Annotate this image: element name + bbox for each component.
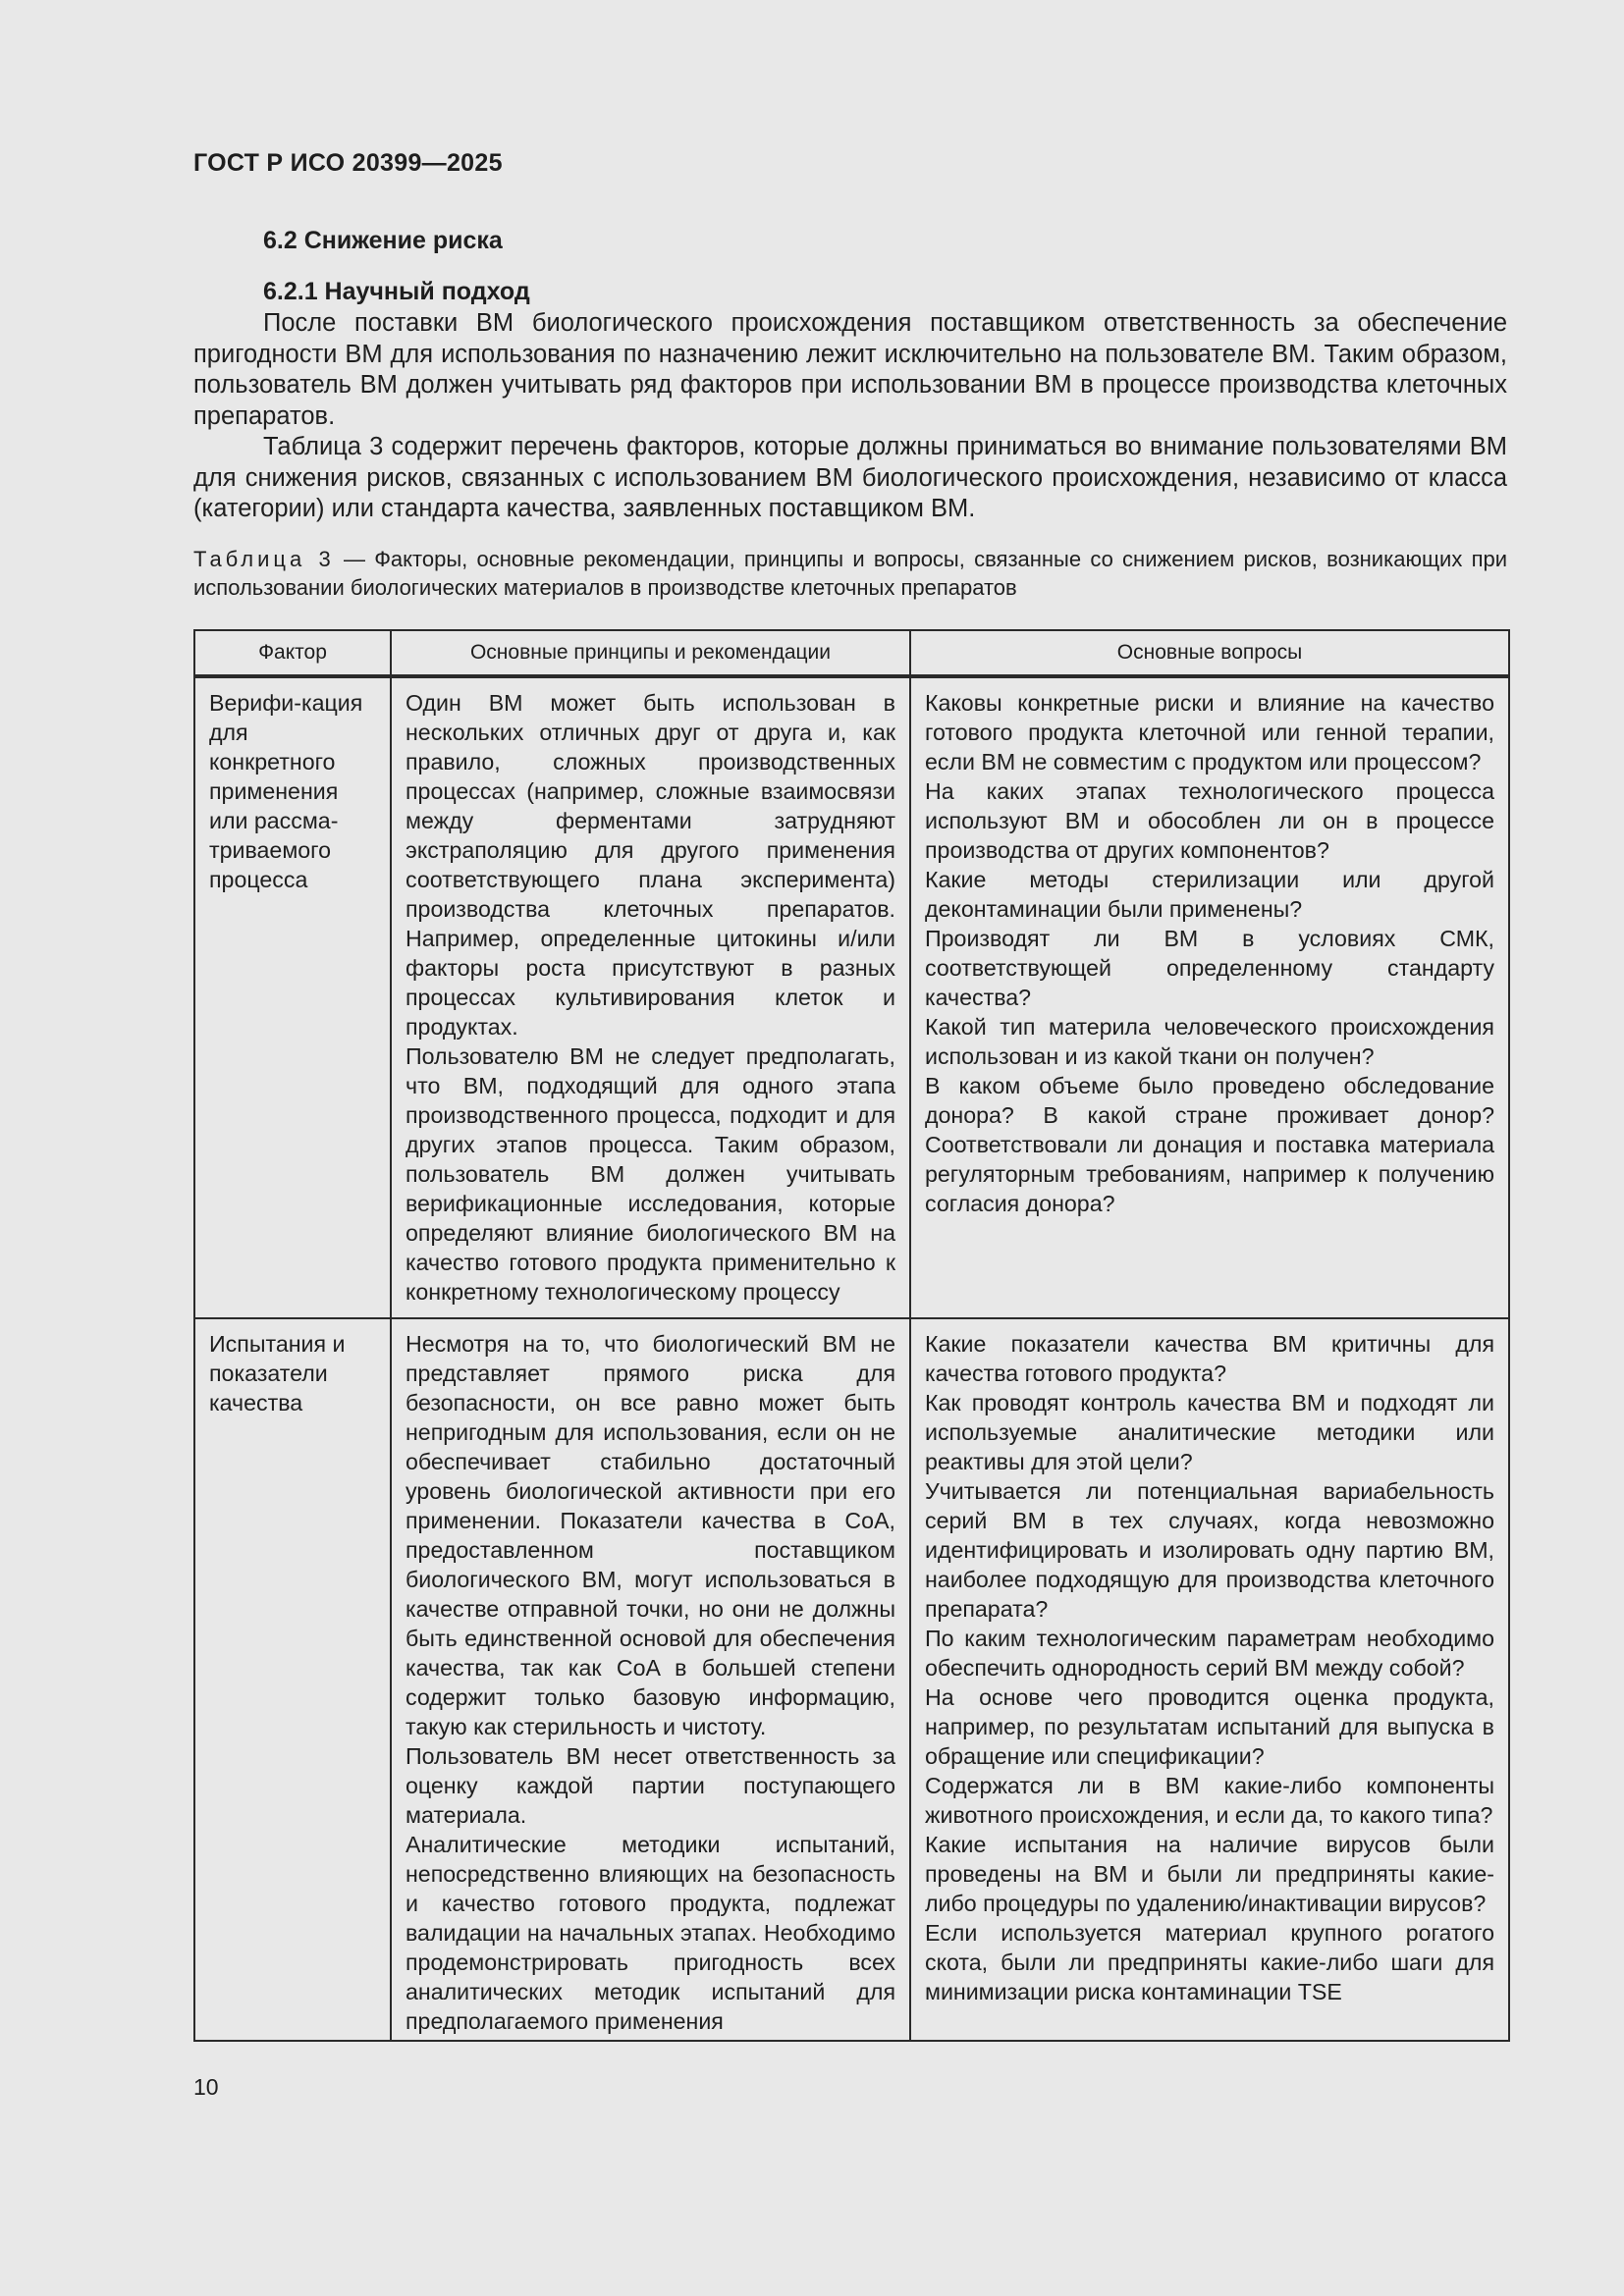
table-caption xyxy=(193,545,1507,602)
principle-paragraph: Один ВМ может быть использован в нескольких отличных друг от друга и, как правило, сложных производственных процессах (например, сложные взаимосвязи между ферментами затрудняют экстраполяцию для другого применения соответствующего плана эксперимента) производства клеточных препаратов. Например, определенные цитокины и/или факторы роста присутствуют в разных процессах культивирования клеток и продуктах. xyxy=(406,690,895,1040)
question-item: Какие методы стерилизации или другой деконтаминации были применены? xyxy=(925,867,1494,922)
table-row xyxy=(194,676,1509,1318)
table-caption-text: — Факторы, основные рекомендации, принципы и вопросы, связанные со снижением рисков, возникающих при использовании биологических материалов в производстве клеточных препаратов xyxy=(193,546,1508,600)
factors-table xyxy=(193,629,1510,2042)
question-item: Какой тип материла человеческого происхождения использован и из какой ткани он получен? xyxy=(925,1014,1494,1069)
principle-paragraph: Пользователь ВМ несет ответственность за оценку каждой партии поступающего материала. xyxy=(406,1743,895,1828)
principles-cell xyxy=(391,676,910,1318)
body-paragraph-2: Таблица 3 содержит перечень факторов, которые должны приниматься во внимание пользователями ВМ для снижения рисков, связанных с использованием ВМ биологического происхождения, независимо от класса (категории) или стандарта качества, заявленных поставщиком ВМ. xyxy=(193,433,1507,522)
body-paragraph-1: После поставки ВМ биологического происхождения поставщиком ответственность за обеспечение пригодности ВМ для использования по назначению лежит исключительно на пользователе ВМ. Таким образом, пользователь ВМ должен учитывать ряд факторов при использовании ВМ в процессе производства клеточных препаратов. xyxy=(193,309,1507,430)
column-header-questions: Основные вопросы xyxy=(910,630,1509,676)
question-item: Какие испытания на наличие вирусов были проведены на ВМ и были ли предприняты какие-либо процедуры по удалению/инактивации вирусов? xyxy=(925,1832,1494,1916)
principle-paragraph: Пользователю ВМ не следует предполагать, что ВМ, подходящий для одного этапа производственного процесса, подходит и для других этапов процесса. Таким образом, пользователь ВМ должен учитывать верификационные исследования, которые определяют влияние биологического ВМ на качество готового продукта применительно к конкретному технологическому процессу xyxy=(406,1043,895,1305)
questions-cell xyxy=(910,1318,1509,2041)
question-item: Какие показатели качества ВМ критичны для качества готового продукта? xyxy=(925,1331,1494,1386)
table-header-row xyxy=(194,630,1509,676)
question-item: Учитывается ли потенциальная вариабельность серий ВМ в тех случаях, когда невозможно идентифицировать и изолировать одну партию ВМ, наиболее подходящую для производства клеточного препарата? xyxy=(925,1478,1494,1622)
questions-cell xyxy=(910,676,1509,1318)
factor-text: Испытания и показатели качества xyxy=(209,1331,346,1415)
subsection-title: 6.2.1 Научный подход xyxy=(263,278,530,305)
question-item: Как проводят контроль качества ВМ и подходят ли используемые аналитические методики или реактивы для этой цели? xyxy=(925,1390,1494,1474)
column-header-principles: Основные принципы и рекомендации xyxy=(391,630,910,676)
question-item: На основе чего проводится оценка продукта, например, по результатам испытаний для выпуска в обращение или спецификации? xyxy=(925,1684,1494,1769)
factor-cell xyxy=(194,1318,391,2041)
table-caption-label: Таблица 3 xyxy=(193,546,335,571)
principle-paragraph: Несмотря на то, что биологический ВМ не представляет прямого риска для безопасности, он все равно может быть непригодным для использования, если он не обеспечивает стабильно достаточный уровень биологической активности при его применении. Показатели качества в CoA, предоставленном поставщиком биологического ВМ, могут использоваться в качестве отправной точки, но они не должны быть единственной основой для обеспечения качества, так как CoA в большей степени содержит только базовую информацию, такую как стерильность и чистоту. xyxy=(406,1331,895,1739)
table-row xyxy=(194,1318,1509,2041)
section-6-2 xyxy=(193,224,1507,602)
principle-paragraph: Аналитические методики испытаний, непосредственно влияющих на безопасность и качество готового продукта, подлежат валидации на начальных этапах. Необходимо продемонстрировать пригодность всех аналитических методик испытаний для предполагаемого применения xyxy=(406,1832,895,2034)
question-item: Производят ли ВМ в условиях СМК, соответствующей определенному стандарту качества? xyxy=(925,926,1494,1010)
page-number: 10 xyxy=(193,2074,219,2100)
principles-cell xyxy=(391,1318,910,2041)
factor-text: Верифи-кация для конкретного применения или рассма-триваемого процесса xyxy=(209,690,363,892)
question-item: Каковы конкретные риски и влияние на качество готового продукта клеточной или генной терапии, если ВМ не совместим с продуктом или процессом? xyxy=(925,690,1494,774)
question-item: Содержатся ли в ВМ какие-либо компоненты животного происхождения, и если да, то какого типа? xyxy=(925,1773,1494,1828)
document-header: ГОСТ Р ИСО 20399—2025 xyxy=(193,149,503,177)
question-item: По каким технологическим параметрам необходимо обеспечить однородность серий ВМ между собой? xyxy=(925,1626,1494,1681)
factor-cell xyxy=(194,676,391,1318)
question-item: На каких этапах технологического процесса используют ВМ и обособлен ли он в процессе производства от других компонентов? xyxy=(925,778,1494,863)
question-item: В каком объеме было проведено обследование донора? В какой стране проживает донор? Соответствовали ли донация и поставка материала регуляторным требованиям, например к получению согласия донора? xyxy=(925,1073,1494,1216)
column-header-factor: Фактор xyxy=(194,630,391,676)
question-item: Если используется материал крупного рогатого скота, были ли предприняты какие-либо шаги для минимизации риска контаминации TSE xyxy=(925,1920,1494,2004)
section-title: 6.2 Снижение риска xyxy=(263,227,503,254)
